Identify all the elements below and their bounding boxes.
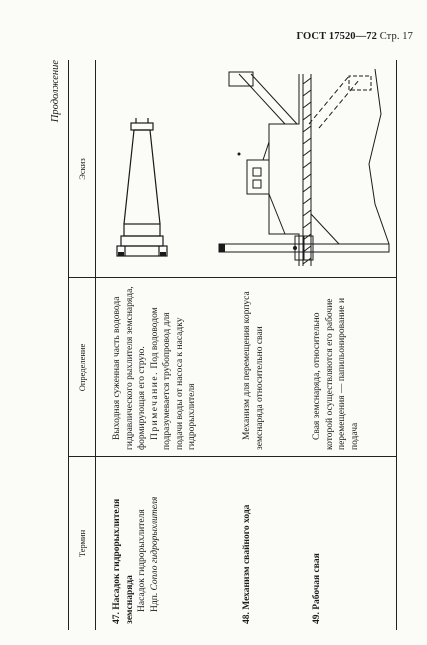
standard-number: ГОСТ 17520—72 <box>296 31 377 42</box>
rotated-page <box>50 60 395 630</box>
page-number: Стр. 17 <box>379 31 413 42</box>
column-divider <box>69 456 396 457</box>
nozzle-sketch <box>107 70 177 270</box>
terms-table <box>68 60 397 630</box>
superstructure <box>247 160 269 194</box>
nozzle-collar <box>121 236 163 246</box>
definition-text: Механизм для перемещения корпуса земснаряда относительно сваи <box>242 291 265 450</box>
term-name: Рабочая свая <box>312 553 322 610</box>
table-row-48-term <box>241 460 254 624</box>
term-synonym: Насадок гидрорыхлителя <box>137 509 147 612</box>
suction-ladder <box>239 74 285 124</box>
column-divider <box>69 277 396 278</box>
continuation-label: Продолжение <box>50 60 61 123</box>
table-row-48-definition <box>241 284 266 450</box>
nozzle-cone <box>124 130 160 224</box>
term-not-allowed: Ндп. Сопло гидрорыхлителя <box>149 496 160 612</box>
table-row-47-definition <box>111 284 199 450</box>
definition-note: Примечание. Под водоводом подразумевается трубопровод для подачи воды от насоса к насадку гидрорыхлителя <box>149 307 197 450</box>
term-number: 47. <box>112 612 122 624</box>
table-row-49-definition <box>311 284 361 450</box>
spud-dredge-sketch <box>199 64 394 274</box>
term-number: 49. <box>312 612 322 624</box>
header-term: Термин <box>77 529 87 558</box>
table-header-row <box>69 60 96 630</box>
table-row-47-term <box>111 460 161 624</box>
page-header <box>296 31 413 42</box>
definition-text: Свая земснаряда, относительно которой осуществляются его рабочие перемещения — папильонирование и подача <box>312 297 360 450</box>
term-name: Насадок гидрорыхлителя земснаряда <box>112 498 135 624</box>
term-number: 48. <box>242 612 252 624</box>
header-sketch: Эскиз <box>77 158 87 180</box>
header-definition: Определение <box>77 343 87 392</box>
table-row-49-term <box>311 460 324 624</box>
term-name: Механизм свайного хода <box>242 504 252 610</box>
definition-text: Выходная суженная часть водовода гидравлического рыхлителя земснаряда, формирующая его струю. <box>112 286 147 450</box>
